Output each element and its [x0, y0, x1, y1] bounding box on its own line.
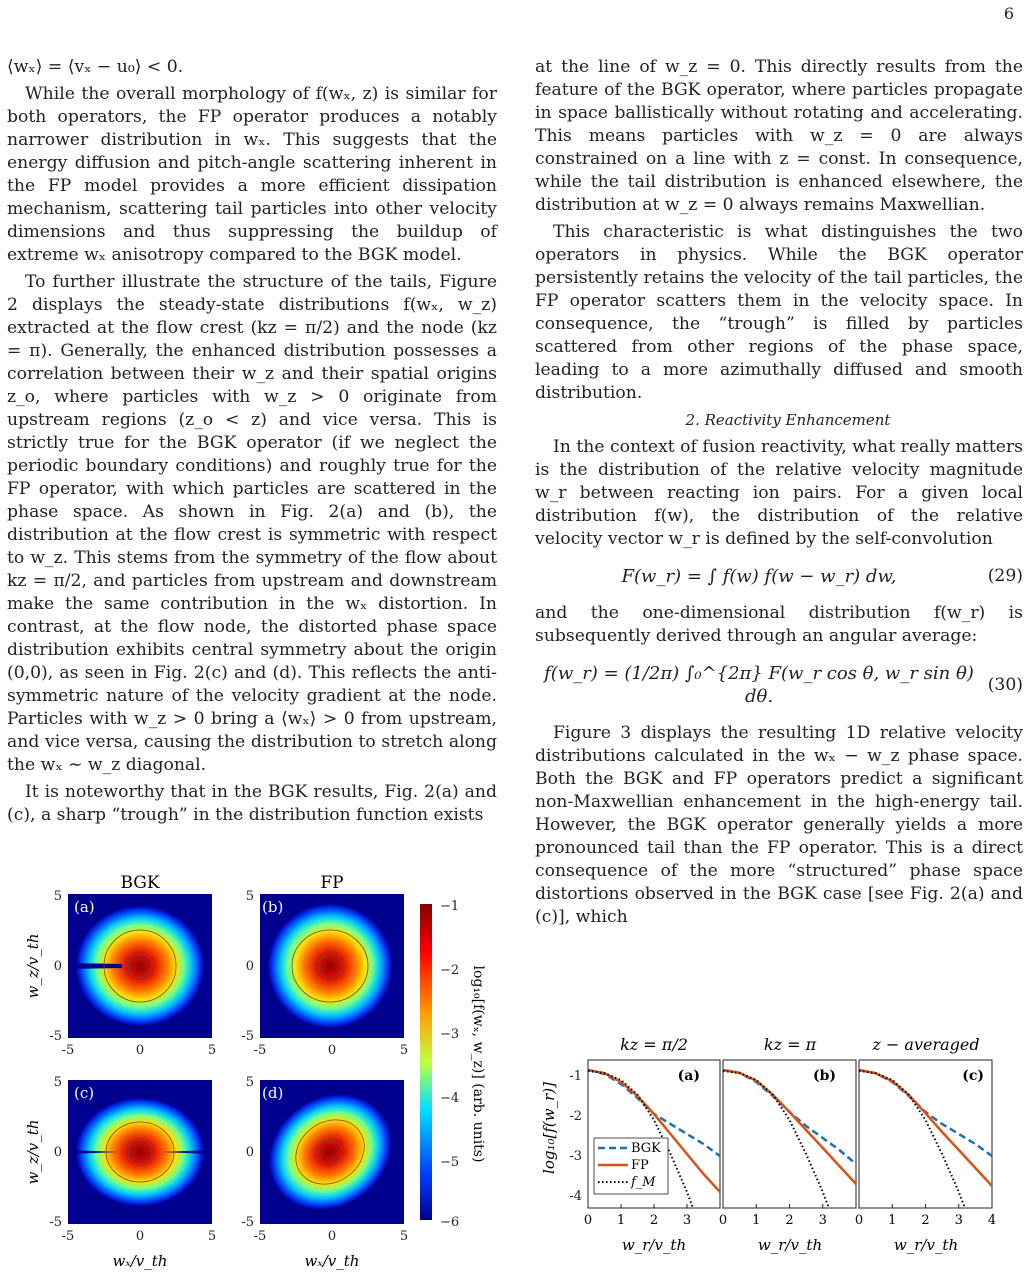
colorbar [420, 904, 432, 1220]
plot-frame [723, 1060, 856, 1208]
x-tick: 1 [888, 1213, 897, 1228]
equation-number: (30) [987, 674, 1023, 695]
x-tick: 1 [752, 1213, 761, 1228]
x-tick: -5 [253, 1229, 267, 1244]
panel-d [247, 1071, 414, 1233]
equation-body: f(w_r) = (1/2π) ∫₀^{2π} F(w_r cos θ, w_r sin θ) dθ. [544, 663, 974, 707]
colorbar-tick: −3 [440, 1027, 460, 1042]
paragraph: Figure 3 displays the resulting 1D relative velocity distributions calculated in the wₓ − w_z phase space. Both the BGK and FP operators predict a significant non-Maxwellian enhancement in the high-energy tail. However, the BGK operator generally yields a more pronounced tail than the FP operator. This is a direct consequence of the more “structured” phase space distortions observed in the BGK case [see Fig. 2(a) and (c)], which [535, 723, 1023, 927]
x-tick: 2 [649, 1213, 659, 1228]
y-tick: 5 [245, 889, 254, 904]
colorbar-label: log₁₀[f(wₓ, w_z)] (arb. units) [470, 965, 486, 1163]
y-tick: 0 [53, 1145, 62, 1160]
section-heading: 2. Reactivity Enhancement [685, 411, 891, 429]
x-axis-label: w_r/v_th [757, 1236, 823, 1254]
colorbar-tick: −5 [440, 1155, 460, 1170]
panel-label: (d) [262, 1084, 284, 1102]
y-tick: 0 [245, 1145, 254, 1160]
paragraph: ⟨wₓ⟩ = ⟨vₓ − u₀⟩ < 0. [7, 57, 184, 77]
series-line-fp [859, 1070, 992, 1186]
legend [594, 1138, 668, 1194]
x-axis-label: wₓ/v_th [304, 1252, 360, 1270]
x-axis-label: w_r/v_th [893, 1236, 959, 1254]
series-line-fp [723, 1070, 856, 1184]
x-tick: 2 [921, 1213, 930, 1228]
y-axis-label: w_z/v_th [24, 933, 42, 999]
panel-title: kz = π [763, 1035, 817, 1054]
equation-number: (29) [987, 566, 1023, 586]
panel-label: (a) [677, 1068, 700, 1084]
panel-title: kz = π/2 [620, 1035, 688, 1054]
x-tick: -5 [61, 1229, 75, 1244]
panel-label: (a) [74, 898, 95, 916]
y-tick: -2 [569, 1109, 582, 1124]
colorbar-tick: −6 [440, 1215, 460, 1230]
paragraph: It is noteworthy that in the BGK results, Fig. 2(a) and (c), a sharp “trough” in the distribution function exists [7, 782, 497, 825]
right-column [535, 56, 1023, 929]
panel-c [68, 1080, 212, 1224]
panel-label: (b) [812, 1068, 836, 1084]
y-tick: -1 [569, 1069, 582, 1084]
left-column [7, 56, 497, 827]
x-tick: 3 [954, 1213, 963, 1228]
y-tick: 5 [245, 1075, 254, 1090]
paragraph: In the context of fusion reactivity, what really matters is the distribution of the relative velocity magnitude w_r between reacting ion pairs. For a given local distribution f(w), the distribution of the relative velocity vector w_r is defined by the self-convolution [535, 437, 1023, 549]
x-tick: 5 [399, 1043, 409, 1058]
paragraph: and the one-dimensional distribution f(w_r) is subsequently derived through an angular average: [535, 603, 1023, 646]
panel-a [68, 894, 212, 1038]
panel-label: (b) [262, 898, 284, 916]
colorbar-tick: −4 [440, 1091, 460, 1106]
figure-3 [530, 1026, 1025, 1276]
colorbar-tick: −1 [440, 899, 460, 914]
x-axis-label: w_r/v_th [621, 1236, 687, 1254]
x-tick: 5 [207, 1229, 217, 1244]
figure-2 [0, 868, 520, 1286]
y-tick: -5 [241, 1029, 254, 1044]
x-tick: 5 [207, 1043, 217, 1058]
legend-entry: BGK [631, 1141, 661, 1156]
legend-entry: f_M [631, 1175, 656, 1190]
panel-b [260, 894, 404, 1038]
y-tick: 5 [53, 1075, 62, 1090]
paragraph: To further illustrate the structure of the tails, Figure 2 displays the steady-state distributions f(wₓ, w_z) extracted at the flow crest (kz = π/2) and the node (kz = π). Generally, the enhanced distribution possesses a correlation between their w_z and their spatial origins z_o, where particles with w_z > 0 originate from upstream regions (z_o < z) and vice versa. This is strictly true for the BGK operator (if we neglect the periodic boundary conditions) and roughly true for the FP operator, with which particles are scattered in the phase space. As shown in Fig. 2(a) and (b), the distribution at the flow crest is symmetric with respect to w_z. This stems from the symmetry of the flow about kz = π/2, and particles from upstream and downstream make the same contribution in the wₓ distortion. In contrast, at the flow node, the distorted phase space distribution exhibits central symmetry about the origin (0,0), as seen in Fig. 2(c) and (d). This reflects the anti-symmetric nature of the velocity gradient at the node. Particles with w_z > 0 bring a ⟨wₓ⟩ > 0 from upstream, and vice versa, causing the distribution to stretch along the wₓ ∼ w_z diagonal. [7, 272, 497, 775]
y-tick: -5 [49, 1029, 62, 1044]
y-tick: 5 [53, 889, 62, 904]
x-tick: 5 [399, 1229, 409, 1244]
x-axis-label: wₓ/v_th [112, 1252, 168, 1270]
x-tick: -5 [61, 1043, 75, 1058]
column-title-bgk: BGK [120, 873, 160, 893]
column-title-fp: FP [320, 873, 344, 893]
equation-body: F(w_r) = ∫ f(w) f(w − w_r) dw, [621, 566, 897, 587]
x-tick: 3 [682, 1213, 692, 1228]
paragraph: at the line of w_z = 0. This directly results from the feature of the BGK operator, where particles propagate in space ballistically without rotating and accelerating. This means particles with w_z = 0 are always constrained on a line with z = const. In consequence, while the tail distribution is enhanced elsewhere, the distribution at w_z = 0 always remains Maxwellian. [535, 57, 1023, 215]
y-axis-label: w_z/v_th [24, 1119, 42, 1185]
x-tick: 1 [616, 1213, 626, 1228]
y-tick: -3 [569, 1149, 582, 1164]
x-tick: 3 [818, 1213, 827, 1228]
page-number: 6 [1003, 4, 1014, 23]
y-tick: 0 [53, 959, 62, 974]
paragraph: This characteristic is what distinguishes the two operators in physics. While the BGK operator persistently retains the velocity of the tail particles, the FP operator scatters them in the velocity space. In consequence, the “trough” is filled by particles scattered from other regions of the phase space, leading to a more azimuthally diffused and smooth distribution. [535, 222, 1023, 403]
x-tick: 0 [718, 1213, 728, 1228]
y-axis-label: log₁₀[f(w_r)] [540, 1082, 558, 1174]
x-tick: 0 [583, 1213, 593, 1228]
y-tick: -5 [49, 1215, 62, 1230]
x-tick: 0 [327, 1043, 337, 1058]
y-tick: -5 [241, 1215, 254, 1230]
legend-entry: FP [631, 1158, 649, 1173]
x-tick: 0 [135, 1043, 145, 1058]
paragraph: While the overall morphology of f(wₓ, z) is similar for both operators, the FP operator produces a notably narrower distribution in wₓ. This suggests that the energy diffusion and pitch-angle scattering inherent in the FP model provides a more efficient dissipation mechanism, scattering tail particles into other velocity dimensions and thus suppressing the buildup of extreme wₓ anisotropy compared to the BGK model. [7, 84, 497, 265]
x-tick: 0 [135, 1229, 145, 1244]
series-line-bgk [723, 1070, 856, 1164]
equation-30 [535, 662, 1023, 708]
panel-label: (c) [74, 1084, 95, 1102]
x-tick: 2 [785, 1213, 794, 1228]
y-tick: 0 [245, 959, 254, 974]
panel-label: (c) [962, 1068, 984, 1084]
colorbar-tick: −2 [440, 963, 460, 978]
x-tick: 4 [987, 1213, 997, 1228]
y-tick: -4 [569, 1189, 582, 1204]
panel-title: z − averaged [872, 1035, 980, 1054]
x-tick: 0 [854, 1213, 864, 1228]
x-tick: 0 [327, 1229, 337, 1244]
equation-29 [535, 565, 1023, 588]
x-tick: -5 [253, 1043, 267, 1058]
